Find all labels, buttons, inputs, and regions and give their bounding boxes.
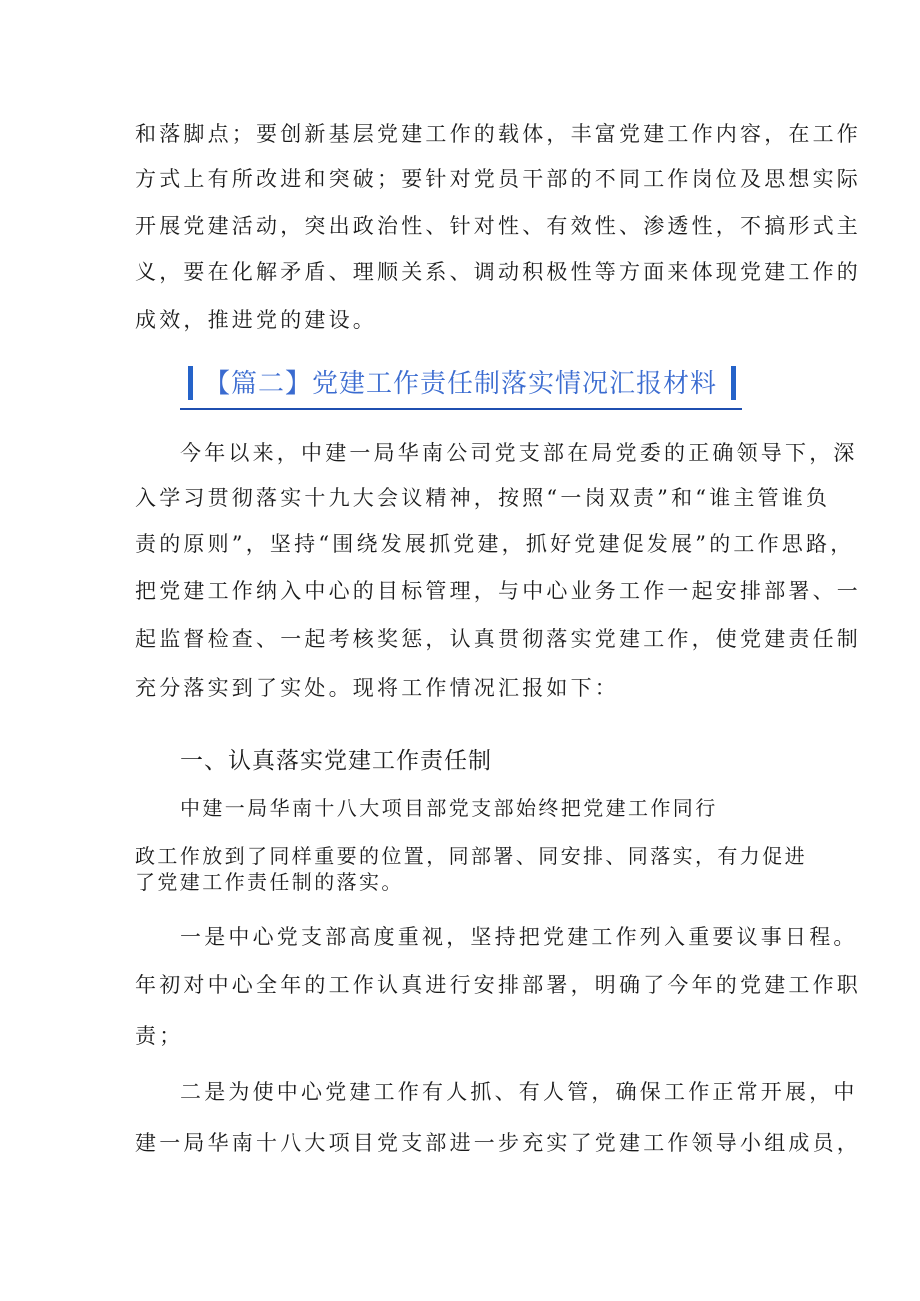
para2-line-1: 中建一局华南十八大项目部党支部始终把党建工作同行 bbox=[180, 796, 718, 820]
intro-line-1: 和落脚点；要创新基层党建工作的载体，丰富党建工作内容，在工作 bbox=[135, 122, 861, 146]
para1-line-5: 起监督检查、一起考核奖惩，认真贯彻落实党建工作，使党建责任制 bbox=[135, 627, 861, 651]
intro-line-2: 方式上有所改进和突破；要针对党员干部的不同工作岗位及思想实际 bbox=[135, 167, 861, 191]
title-left-bar bbox=[188, 366, 193, 400]
intro-line-5: 成效，推进党的建设。 bbox=[135, 308, 377, 332]
para3-line-1: 一是中心党支部高度重视，坚持把党建工作列入重要议事日程。 bbox=[180, 925, 858, 949]
section-title-link[interactable] bbox=[180, 364, 742, 410]
para1-line-3: 责的原则”，坚持“围绕发展抓党建，抓好党建促发展”的工作思路， bbox=[135, 532, 855, 556]
para1-line-2: 入学习贯彻落实十九大会议精神，按照“一岗双责”和“谁主管谁负 bbox=[135, 486, 831, 510]
intro-line-3: 开展党建活动，突出政治性、针对性、有效性、渗透性，不搞形式主 bbox=[135, 214, 861, 238]
para2-line-3: 了党建工作责任制的落实。 bbox=[135, 870, 404, 894]
para2-line-2: 政工作放到了同样重要的位置，同部署、同安排、同落实，有力促进 bbox=[135, 844, 807, 868]
intro-line-4: 义，要在化解矛盾、理顺关系、调动积极性等方面来体现党建工作的 bbox=[135, 260, 861, 284]
para1-line-4: 把党建工作纳入中心的目标管理，与中心业务工作一起安排部署、一 bbox=[135, 579, 861, 603]
section-title: 【篇二】党建工作责任制落实情况汇报材料 bbox=[204, 369, 718, 399]
para1-line-6: 充分落实到了实处。现将工作情况汇报如下： bbox=[135, 676, 619, 700]
para4-line-1: 二是为使中心党建工作有人抓、有人管，确保工作正常开展，中 bbox=[180, 1080, 858, 1104]
title-right-bar bbox=[731, 366, 736, 400]
para1-line-1: 今年以来，中建一局华南公司党支部在局党委的正确领导下，深 bbox=[180, 441, 858, 465]
para3-line-3: 责； bbox=[135, 1024, 184, 1048]
heading-1: 一、认真落实党建工作责任制 bbox=[180, 748, 492, 774]
para3-line-2: 年初对中心全年的工作认真进行安排部署，明确了今年的党建工作职 bbox=[135, 973, 861, 997]
para4-line-2: 建一局华南十八大项目党支部进一步充实了党建工作领导小组成员， bbox=[135, 1131, 861, 1155]
